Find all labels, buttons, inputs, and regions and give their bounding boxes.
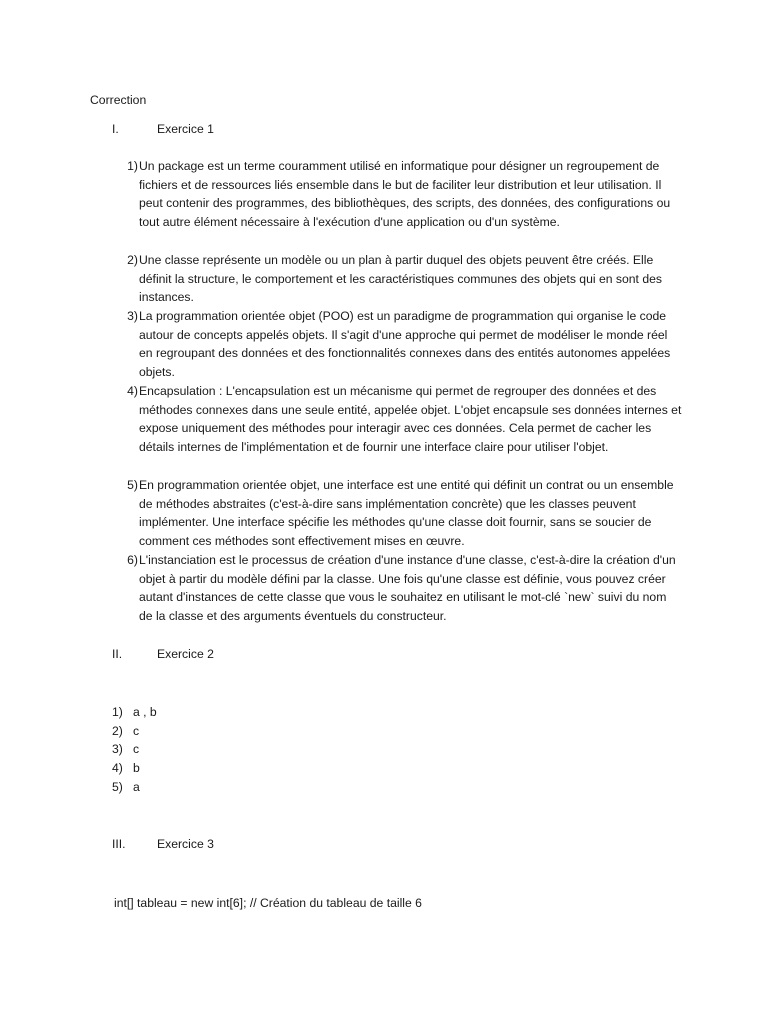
section-heading-exercise-2 (112, 646, 214, 662)
section-title: Exercice 2 (157, 647, 214, 661)
item-text: La programmation orientée objet (POO) est un paradigme de programmation qui organise le code autour de concepts appelés objets. Il s'agit d'une approche qui permet de modéliser le monde réel en regroupant des données et des fonctionnalités connexes dans des entités autonomes appelées objets. (139, 309, 671, 380)
exercise1-item-3 (112, 307, 682, 382)
answer-number: 5) (112, 780, 123, 794)
item-number: 5) (127, 478, 138, 492)
answer-number: 4) (112, 761, 123, 775)
document-title: Correction (90, 93, 147, 107)
item-text: En programmation orientée objet, une interface est une entité qui définit un contrat ou un ensemble de méthodes abstraites (c'est-à-dire sans implémentation concrète) que les classes peuvent implémenter. Une interface spécifie les méthodes qu'une classe doit fournir, sans se soucier de comment ces méthodes sont effectivement mises en œuvre. (139, 478, 674, 549)
exercise2-answer-2 (112, 723, 139, 739)
exercise1-item-5 (112, 476, 682, 551)
section-title: Exercice 3 (157, 837, 214, 851)
exercise1-item-6 (112, 551, 682, 626)
section-number: I. (112, 122, 119, 136)
answer-text: a , b (133, 705, 157, 719)
item-number: 2) (127, 253, 138, 267)
answer-number: 3) (112, 742, 123, 756)
exercise1-item-1 (112, 157, 682, 232)
answer-text: b (133, 761, 140, 775)
item-text: L'instanciation est le processus de création d'une instance d'une classe, c'est-à-dire la création d'un objet à partir du modèle défini par la classe. Une fois qu'une classe est définie, vous pouvez créer autant d'instances de cette classe que vous le souhaitez en utilisant le mot-clé `new` suivi du nom de la classe et des arguments éventuels du constructeur. (139, 553, 676, 624)
section-heading-exercise-1 (112, 121, 214, 137)
item-number: 1) (127, 159, 138, 173)
item-text: Encapsulation : L'encapsulation est un mécanisme qui permet de regrouper des données et des méthodes connexes dans une seule entité, appelée objet. L'objet encapsule ses données internes et expose uniquement des méthodes pour interagir avec ces données. Cela permet de cacher les détails internes de l'implémentation et de fournir une interface claire pour utiliser l'objet. (139, 384, 682, 455)
answer-text: c (133, 742, 140, 756)
answer-number: 2) (112, 724, 123, 738)
exercise2-answer-4 (112, 760, 140, 776)
answer-number: 1) (112, 705, 123, 719)
item-text: Une classe représente un modèle ou un plan à partir duquel des objets peuvent être créés. Elle définit la structure, le comportement et les caractéristiques communes des objets qui en sont des instances. (139, 253, 662, 305)
section-heading-exercise-3 (112, 836, 214, 852)
item-number: 3) (127, 309, 138, 323)
answer-text: c (133, 724, 140, 738)
section-number: II. (112, 647, 123, 661)
exercise1-item-2 (112, 251, 682, 307)
answer-text: a (133, 780, 140, 794)
section-number: III. (112, 837, 126, 851)
item-number: 6) (127, 553, 138, 567)
exercise1-item-4 (112, 382, 682, 457)
exercise2-answer-3 (112, 741, 139, 757)
item-number: 4) (127, 384, 138, 398)
exercise2-answer-1 (112, 704, 157, 720)
section-title: Exercice 1 (157, 122, 214, 136)
exercise3-code-line: int[] tableau = new int[6]; // Création du tableau de taille 6 (114, 896, 422, 910)
exercise2-answer-5 (112, 779, 140, 795)
item-text: Un package est un terme couramment utilisé en informatique pour désigner un regroupement de fichiers et de ressources liés ensemble dans le but de faciliter leur distribution et leur utilisation. Il peut contenir des programmes, des bibliothèques, des scripts, des données, des configurations ou tout autre élément nécessaire à l'exécution d'une application ou d'un système. (139, 159, 671, 230)
